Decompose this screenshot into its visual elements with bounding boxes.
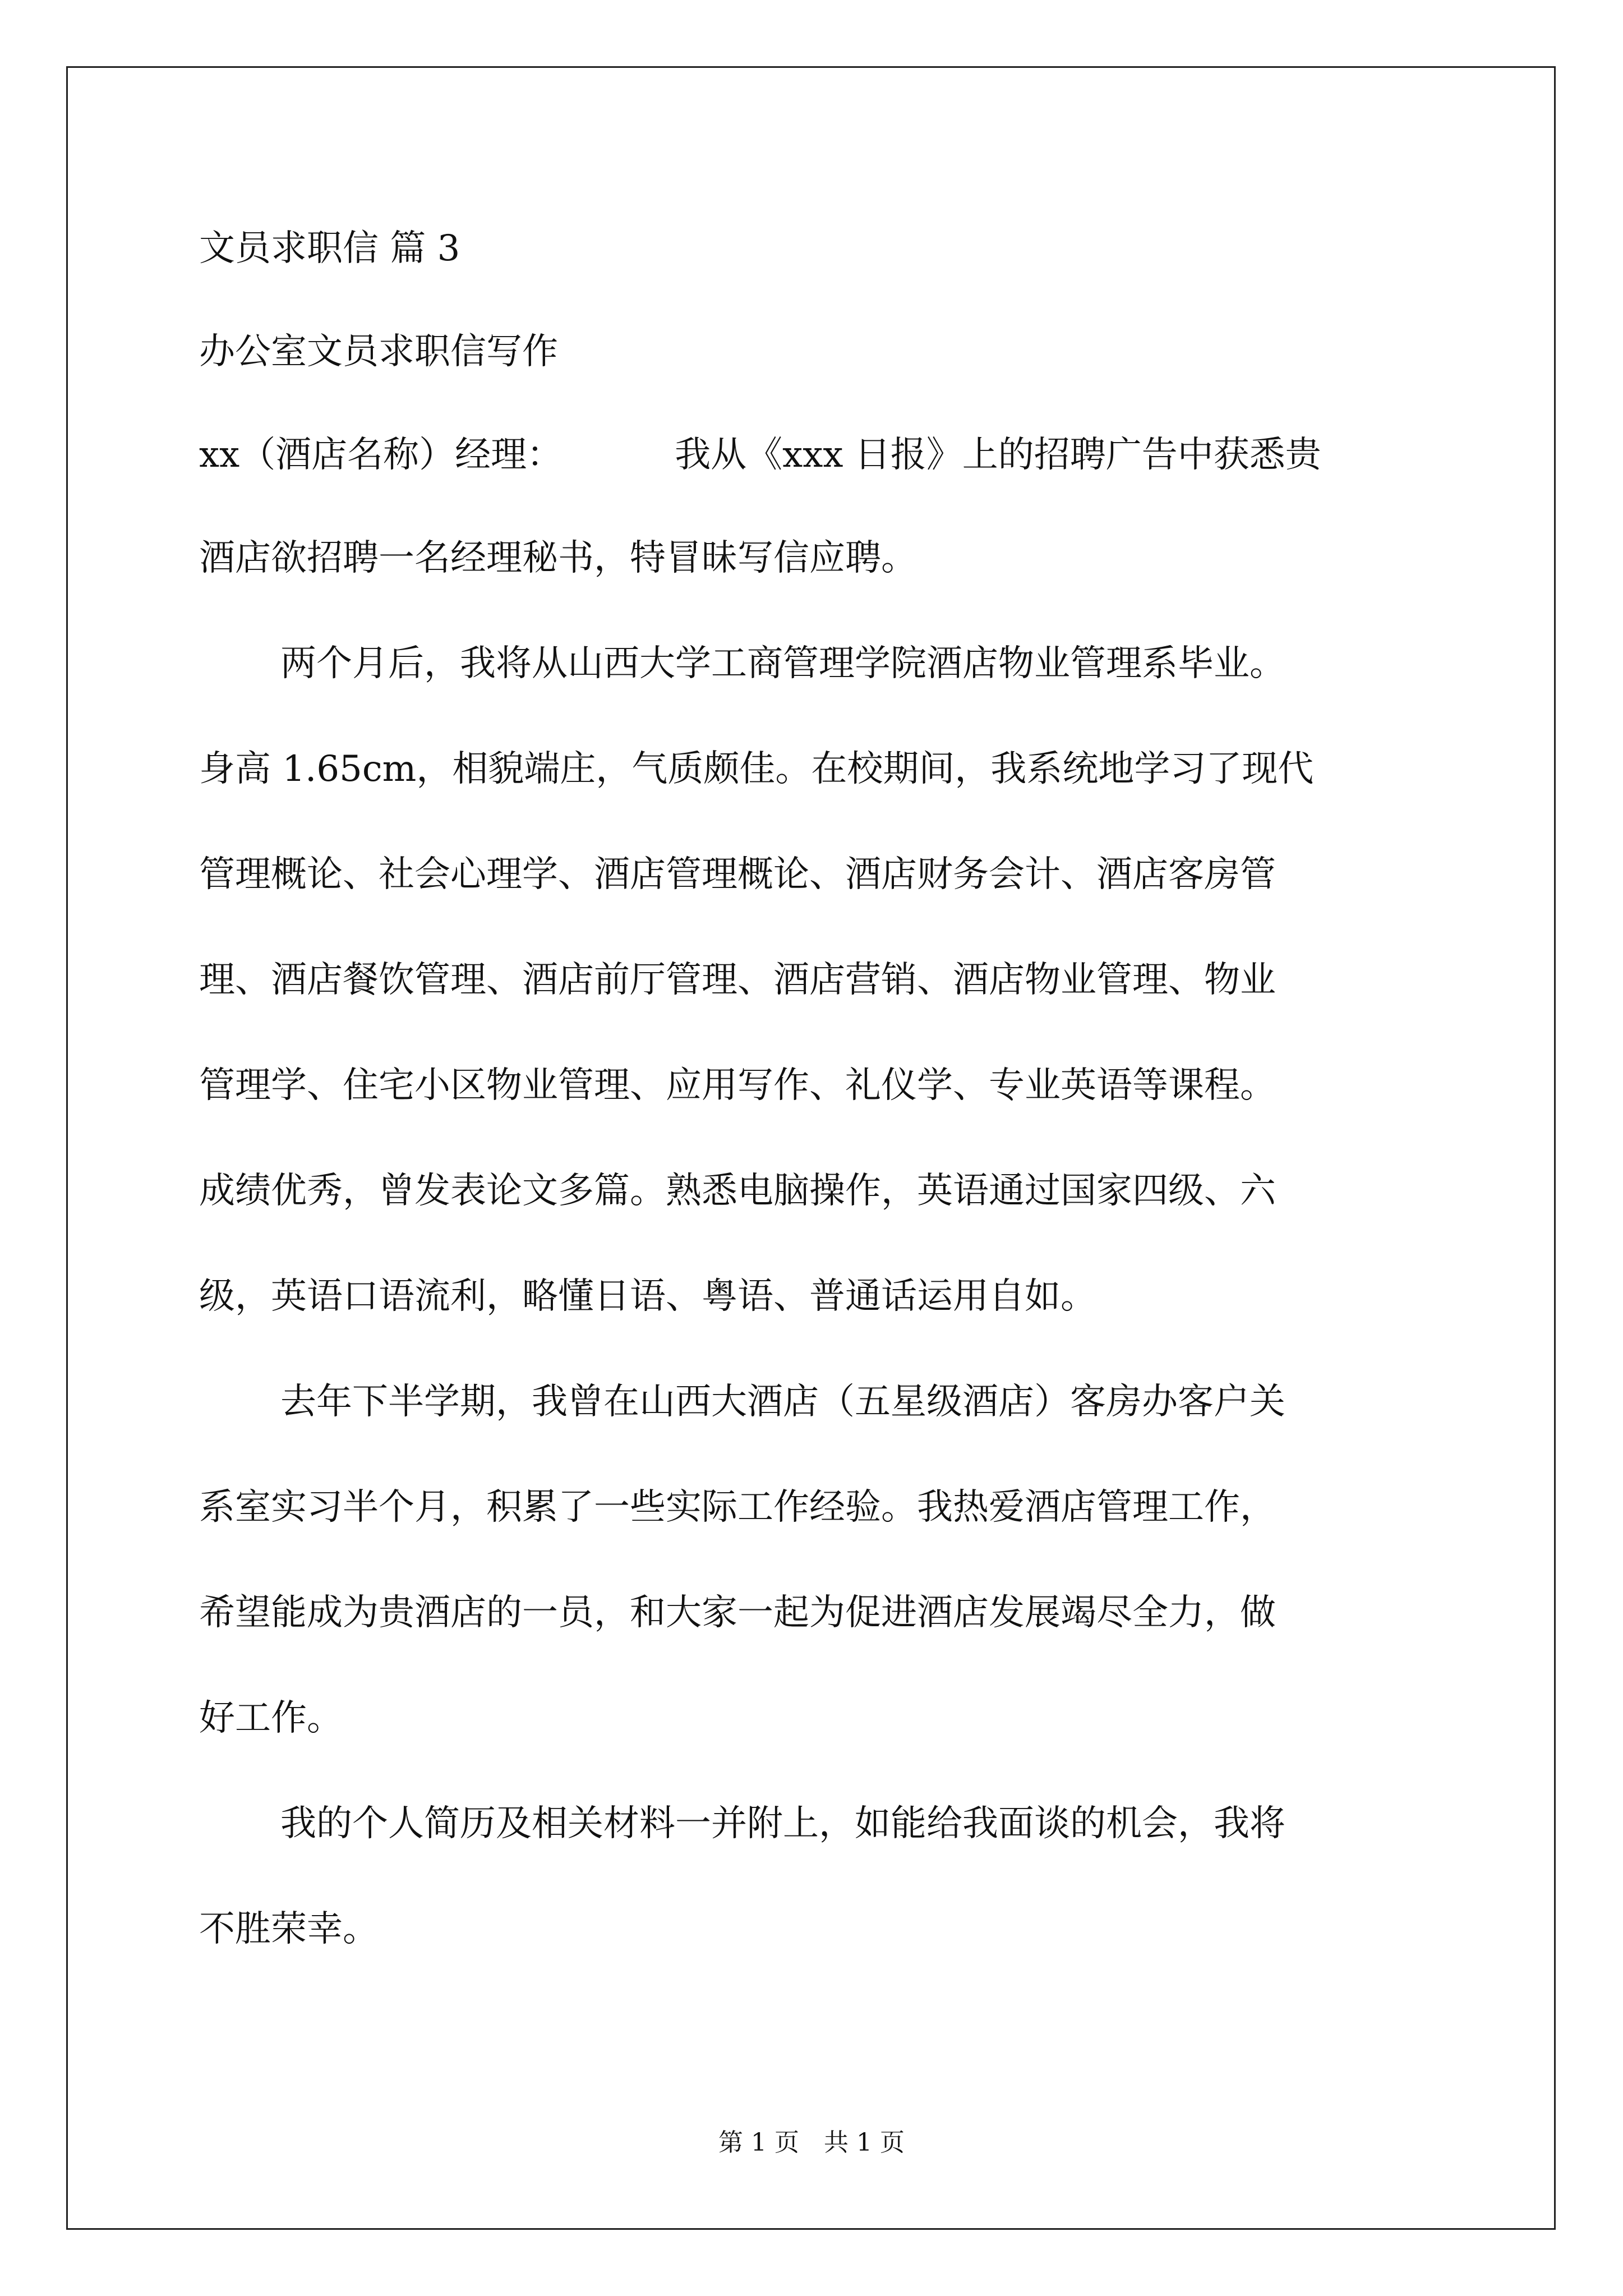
paragraph-line: 不胜荣幸。: [199, 1908, 379, 1950]
paragraph-line: 理、酒店餐饮管理、酒店前厅管理、酒店营销、酒店物业管理、物业: [199, 959, 1276, 1001]
document-body: [199, 222, 1427, 1956]
paragraph-line: 成绩优秀，曾发表论文多篇。熟悉电脑操作，英语通过国家四级、六: [199, 1170, 1276, 1212]
paragraph-line: 管理学、住宅小区物业管理、应用写作、礼仪学、专业英语等课程。: [199, 1065, 1276, 1106]
page-footer: 第 1 页 共 1 页: [718, 2128, 905, 2157]
intro-line-1: 我从《xxx 日报》上的招聘广告中获悉贵: [675, 434, 1321, 476]
intro-line-2: 酒店欲招聘一名经理秘书，特冒昧写信应聘。: [199, 537, 917, 579]
salutation: xx（酒店名称）经理：: [199, 434, 563, 476]
paragraph-2: [199, 1375, 1427, 1745]
paragraph-line: 两个月后，我将从山西大学工商管理学院酒店物业管理系毕业。: [280, 643, 1285, 684]
paragraph-line: 级，英语口语流利，略懂日语、粤语、普通话运用自如。: [199, 1276, 1096, 1317]
document-title: 文员求职信 篇 3: [199, 228, 460, 269]
paragraph-1: [199, 637, 1427, 1323]
paragraph-line: 我的个人简历及相关材料一并附上，如能给我面谈的机会，我将: [280, 1803, 1285, 1844]
paragraph-line: 去年下半学期，我曾在山西大酒店（五星级酒店）客房办客户关: [280, 1381, 1285, 1423]
salutation-line: [199, 428, 1427, 482]
document-subtitle: 办公室文员求职信写作: [199, 331, 558, 372]
paragraph-line: 身高 1.65cm，相貌端庄，气质颇佳。在校期间，我系统地学习了现代: [199, 748, 1314, 790]
paragraph-line: 管理概论、社会心理学、酒店管理概论、酒店财务会计、酒店客房管: [199, 854, 1276, 895]
paragraph-3: [199, 1797, 1427, 1956]
paragraph-line: 系室实习半个月，积累了一些实际工作经验。我热爱酒店管理工作，: [199, 1487, 1276, 1528]
paragraph-line: 希望能成为贵酒店的一员，和大家一起为促进酒店发展竭尽全力，做: [199, 1592, 1276, 1634]
paragraph-line: 好工作。: [199, 1697, 343, 1739]
